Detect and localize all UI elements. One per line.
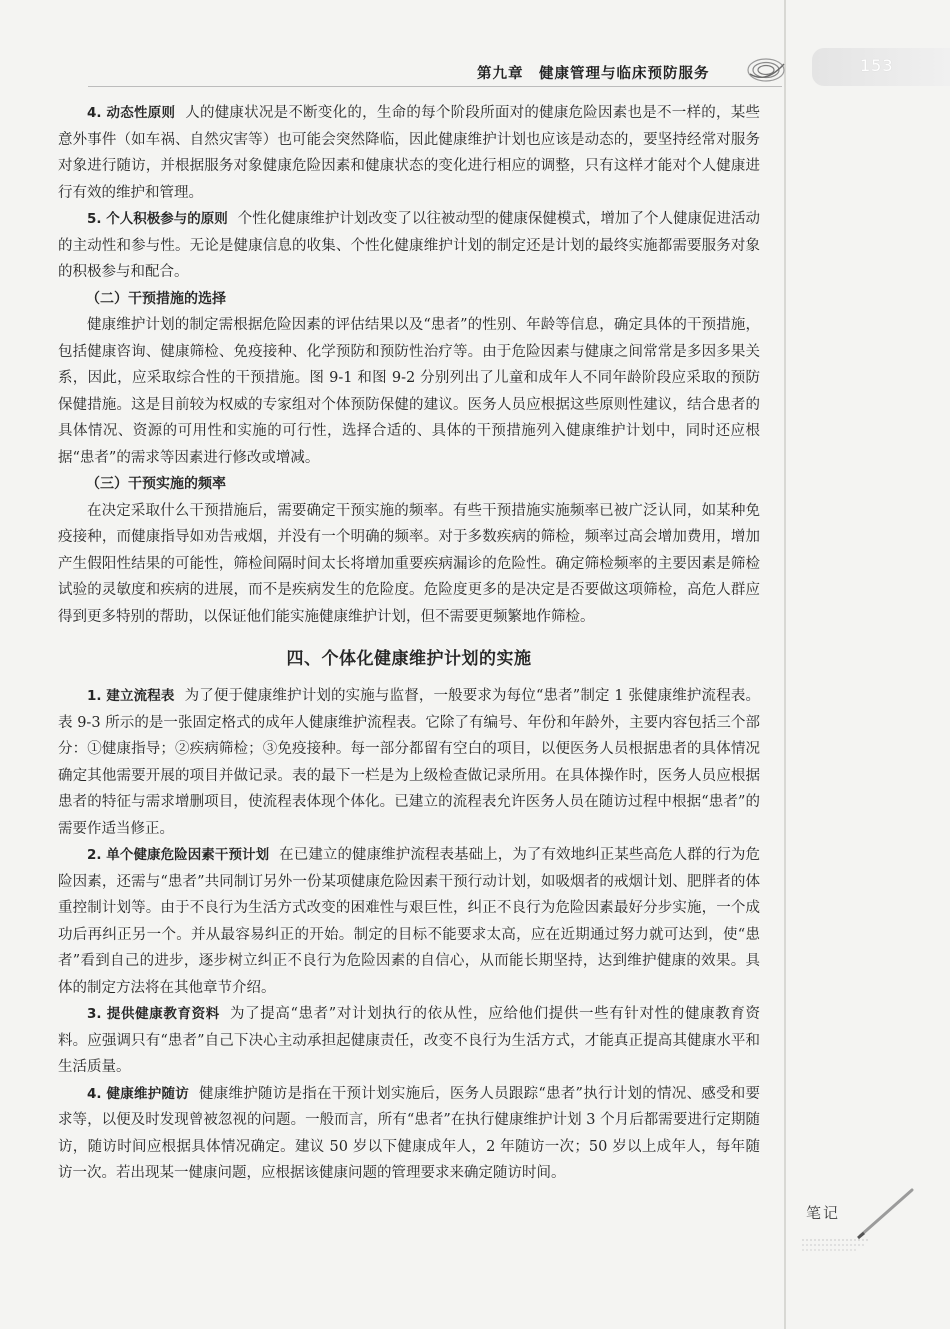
swirl-logo-icon bbox=[744, 50, 788, 90]
paragraph-text: 为了便于健康维护计划的实施与监督，一般要求为每位“患者”制定 1 张健康维护流程表。表 9-3 所示的是一张固定格式的成年人健康维护流程表。它除了有编号、年份和年龄外，主要内容包括三个部分：①健康指导；②疾病筛检；③免疫接种。每一部分都留有空白的项目，以便医务人员根据患者的具体情况确定其他需要开展的项目并做记录。表的最下一栏是为上级检查做记录所用。在具体操作时，医务人员应根据患者的特征与需求增删项目，使流程表体现个体化。已建立的流程表允许医务人员在随访过程中根据“患者”的需要作适当修正。 bbox=[58, 688, 760, 837]
paragraph-intervention-selection: 健康维护计划的制定需根据危险因素的评估结果以及“患者”的性别、年龄等信息，确定具体的干预措施，包括健康咨询、健康筛检、免疫接种、化学预防和预防性治疗等。由于危险因素与健康之间常常是多因多果关系，因此，应采取综合性的干预措施。图 9-1 和图 9-2 分别列出了儿童和成年人不同年龄阶段应采取的预防保健措施。这是目前较为权威的专家组对个体预防保健的建议。医务人员应根据这些原则性建议，结合患者的具体情况、资源的可用性和实施的可行性，选择合适的、具体的干预措施列入健康维护计划中，同时还应根据“患者”的需求等因素进行修改或增减。 bbox=[58, 317, 760, 466]
margin-divider bbox=[784, 0, 786, 1329]
paragraph-text: 在已建立的健康维护流程表基础上，为了有效地纠正某些高危人群的行为危险因素，还需与“患者”共同制订另外一份某项健康危险因素干预行动计划，如吸烟者的戒烟计划、肥胖者的体重控制计划等。由于不良行为生活方式改变的困难性与艰巨性，纠正不良行为危险因素最好分步实施，一个成功后再纠正另一个。并从最容易纠正的开始。制定的目标不能要求太高，应在近期通过努力就可达到，使“患者”看到自己的进步，逐步树立纠正不良行为危险因素的自信心，从而能长期坚持，达到维护健康的效果。具体的制定方法将在其他章节介绍。 bbox=[58, 847, 760, 996]
paragraph-dynamic-principle bbox=[58, 100, 760, 206]
paragraph-text: 健康维护随访是指在干预计划实施后，医务人员跟踪“患者”执行计划的情况、感受和要求等，以便及时发现曾被忽视的问题。一般而言，所有“患者”在执行健康维护计划 3 个月后都需要进行定期随访，随访时间应根据具体情况确定。建议 50 岁以下健康成年人，2 年随访一次；50 岁以上成年人，每年随访一次。若出现某一健康问题，应根据该健康问题的管理要求来确定随访时间。 bbox=[58, 1085, 760, 1181]
notes-area bbox=[800, 1182, 920, 1252]
section-title: 四、个体化健康维护计划的实施 bbox=[286, 649, 532, 669]
paragraph-follow-up bbox=[58, 1081, 760, 1187]
paragraph-text: 个性化健康维护计划改变了以往被动型的健康保健模式，增加了个人健康促进活动的主动性和参与性。无论是健康信息的收集、个性化健康维护计划的制定还是计划的最终实施都需要服务对象的积极参与和配合。 bbox=[58, 211, 760, 280]
paragraph-single-risk-plan bbox=[58, 842, 760, 1001]
paragraph-intervention-frequency: 在决定采取什么干预措施后，需要确定干预实施的频率。有些干预措施实施频率已被广泛认同，如某种免疫接种，而健康指导如劝告戒烟，并没有一个明确的频率。对于多数疾病的筛检，频率过高会增加费用，增加产生假阳性结果的可能性，筛检间隔时间太长将增加重要疾病漏诊的危险性。确定筛检频率的主要因素是筛检试验的灵敏度和疾病的进展，而不是疾病发生的危险度。危险度更多的是决定是否要做这项筛检，高危人群应得到更多特别的帮助，以保证他们能实施健康维护计划，但不需要更频繁地作筛检。 bbox=[58, 502, 760, 625]
paragraph-text: 为了提高“患者”对计划执行的依从性，应给他们提供一些有针对性的健康教育资料。应强调只有“患者”自己下决心主动承担起健康责任，改变不良行为生活方式，才能真正提高其健康水平和生活质量。 bbox=[58, 1006, 760, 1075]
notes-label: 笔记 bbox=[806, 1204, 841, 1222]
paragraph-lead: 4. 动态性原则 bbox=[87, 105, 176, 121]
chapter-title: 第九章 健康管理与临床预防服务 bbox=[477, 66, 710, 82]
paragraph-lead: 2. 单个健康危险因素干预计划 bbox=[87, 847, 270, 863]
subheading-intervention-frequency: （三）干预实施的频率 bbox=[86, 476, 226, 492]
paragraph-lead: 4. 健康维护随访 bbox=[87, 1085, 190, 1102]
header-rule bbox=[88, 86, 782, 87]
main-content bbox=[58, 100, 760, 1187]
page-header bbox=[0, 0, 950, 100]
paragraph-lead: 3. 提供健康教育资料 bbox=[87, 1006, 220, 1022]
paragraph-education-materials bbox=[58, 1001, 760, 1081]
paragraph-flowchart bbox=[58, 683, 760, 842]
subheading-intervention-selection: （二）干预措施的选择 bbox=[86, 290, 226, 307]
paragraph-text: 人的健康状况是不断变化的，生命的每个阶段所面对的健康危险因素也是不一样的，某些意外事件（如车祸、自然灾害等）也可能会突然降临，因此健康维护计划也应该是动态的，要坚持经常对服务对象进行随访，并根据服务对象健康危险因素和健康状态的变化进行相应的调整，只有这样才能对个人健康进行有效的维护和管理。 bbox=[58, 105, 760, 201]
paragraph-participation-principle bbox=[58, 206, 760, 286]
paragraph-lead: 1. 建立流程表 bbox=[87, 688, 175, 704]
paragraph-lead: 5. 个人积极参与的原则 bbox=[87, 211, 228, 227]
page-number: 153 bbox=[860, 56, 894, 75]
